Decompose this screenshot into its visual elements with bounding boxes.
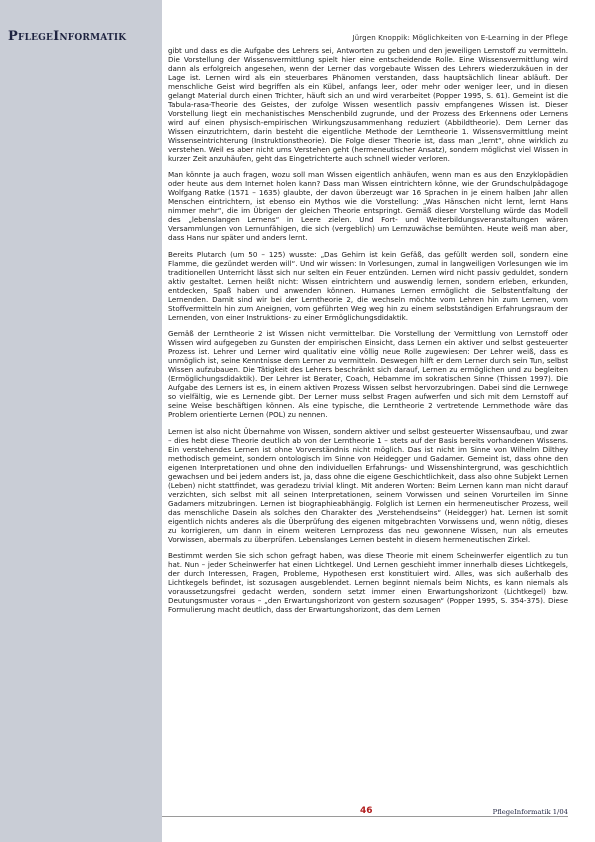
running-head: Jürgen Knoppik: Möglichkeiten von E-Learning in der Pflege <box>352 33 568 42</box>
paragraph: Bestimmt werden Sie sich schon gefragt haben, was diese Theorie mit einem Scheinwerfer eigentlich zu tun hat. Nun – jeder Scheinwerfer hat einen Lichtkegel. Und Lernen geschieht immer innerhalb dieses Lichtkegels, der durch Interessen, Fragen, Probleme, Hypothesen erst konstituiert wird. Alles, was sich außerhalb des Lichtkegels befindet, ist sozusagen ausgeblendet. Lernen beginnt niemals beim Nichts, es kann niemals als voraussetzungsfrei gedacht werden, sondern setzt immer einen Erwartungshorizont (Lichtkegel) bzw. Deutungsmuster voraus – „den Erwartungshorizont von gestern sozusagen“ (Popper 1995, S. 354-375). Diese Formulierung macht deutlich, dass der Erwartungshorizont, das dem Lernen <box>168 551 568 615</box>
journal-brand: PflegeInformatik <box>8 29 127 44</box>
paragraph: Bereits Plutarch (um 50 – 125) wusste: „Das Gehirn ist kein Gefäß, das gefüllt werden soll, sondern eine Flamme, die gezündet werden will“. Und wir wissen: In Vorlesungen, zumal in langweiligen Vorlesungen wie im traditionellen Unterricht lässt sich nur selten ein Feuer entzünden. Lernen wird nicht passiv geduldet, sondern aktiv gestaltet. Lernen heißt nicht: Wissen eintrichtern und auswendig lernen, sondern erleben, erkunden, entdecken, Spaß haben und anwenden können. Humanes Lernen ermöglicht die Selbstentfaltung der Lernenden. Damit sind wir bei der Lerntheorie 2, die wechseln möchte vom Lehren hin zum Lernen, vom Stoffvermitteln hin zum Aneignen, vom geführten Weg weg hin zu einem selbstständigen Erfahrungsraum der Lernenden, von einer Instruktions- zu einer Ermöglichungsdidaktik. <box>168 249 568 322</box>
paragraph: gibt und dass es die Aufgabe des Lehrers sei, Antworten zu geben und den jeweiligen Lernstoff zu vermitteln. Die Vorstellung der Wissensvermittlung spielt hier eine entscheidende Rolle. Eine Wissensvermittlung wird dann als erfolgreich angesehen, wenn der Lerner das vorgebaute Wissen des Lehrers wiederzukäuen in der Lage ist. Lernen wird als ein steuerbares Phänomen verstanden, dass hauptsächlich linear abläuft. Der menschliche Geist wird begriffen als ein Kübel, anfangs leer, oder mehr oder weniger leer, und in diesen gelangt Material durch einen Trichter, häuft sich an und wird verarbeitet (Popper 1995, S. 61). Gemeint ist die Tabula-rasa-Theorie des Geistes, der zufolge Wissen wesentlich passiv empfangenes Wissen ist. Dieser Vorstellung liegt ein mechanistisches Menschenbild zugrunde, und der Prozess des Erkennens oder Lernens wird auf einen physisch-empirischen Wirkungszusammenhang reduziert (Abbildtheorie). Dem Lerner das Wissen einzutrichtern, darin besteht die eigentliche Methode der Lerntheorie 1. Wissensvermittlung meint Wissenseintrichterung (Instruktionstheorie). Die Folge dieser Theorie ist, dass man „lernt“, ohne wirklich zu verstehen. Weil es aber nicht ums Verstehen geht (hermeneutischer Ansatz), sondern möglichst viel Wissen in kurzer Zeit anzuhäufen, geht das Eingetrichterte auch schnell wieder verloren. <box>168 46 568 163</box>
paragraph: Lernen ist also nicht Übernahme von Wissen, sondern aktiver und selbst gesteuerter Wissensaufbau, und zwar – dies hebt diese Theorie deutlich ab von der Lerntheorie 1 – stets auf der Basis bereits vorhandenen Wissens. Ein verstehendes Lernen ist ohne Vorverständnis nicht möglich. Das ist nicht im Sinne von Wilhelm Dilthey methodisch gemeint, sondern ontologisch im Sinne von Heidegger und Gadamer. Gemeint ist, dass ohne den eigenen Interpretationen und ohne den individuellen Erfahrungs- und Wissenshintergrund, was geschichtlich gewachsen und bei jedem anders ist, ja, dass ohne die eigene Geschichtlichkeit, dass also ohne Subjekt Lernen (Leben) nicht stattfindet, was geradezu trivial klingt. Mit anderen Worten: Beim Lernen kann man nicht darauf verzichten, sich selbst mit all seinen Interpretationen, seinem Vorwissen und seinen Vorurteilen im Sinne Gadamers mitzubringen. Lernen ist biographieabhängig. Folglich ist Lernen ein hermeneutischer Prozess, weil das menschliche Dasein als solches den Charakter des „Verstehendseins“ (Heidegger) hat. Lernen ist somit eigentlich nichts anderes als die Überprüfung des eigenen mitgebrachten Vorwissens und, wenn nötig, dieses zu korrigieren, um dann in einem weiteren Lernprozess das neu gewonnene Wissen, nun als erneutes Vorwissen, abermals zu überprüfen. Lebenslanges Lernen besteht in diesem hermeneutischen Zirkel. <box>168 426 568 544</box>
page-number: 46 <box>360 806 373 816</box>
article-body <box>168 46 568 622</box>
footer-rule <box>162 816 568 817</box>
paragraph: Gemäß der Lerntheorie 2 ist Wissen nicht vermittelbar. Die Vorstellung der Vermittlung von Lernstoff oder Wissen wird aufgegeben zu Gunsten der empirischen Einsicht, dass Lernen ein aktiver und selbst gesteuerter Prozess ist. Lehrer und Lerner wird qualitativ eine völlig neue Rolle zugewiesen: Der Lehrer weiß, dass es unmöglich ist, seine Kenntnisse dem Lerner zu vermitteln. Deswegen hilft er dem Lerner durch sein Tun, selbst Wissen aufzubauen. Die Tätigkeit des Lehrers beschränkt sich darauf, Lernen zu ermöglichen und zu begleiten (Ermöglichungsdidaktik). Der Lehrer ist Berater, Coach, Hebamme im sokratischen Sinne (Thissen 1997). Die Aufgabe des Lerners ist es, in einem aktiven Prozess Wissen selbst hervorzubringen. Dabei sind die Lernwege so vielfältig, wie es Lernende gibt. Der Lerner muss selbst Fragen aufwerfen und sich mit dem Lernstoff auf seine Weise beschäftigen können. Als eine typische, die Lerntheorie 2 vertretende Lernmethode wäre das Problem orientierte Lernen (POL) zu nennen. <box>168 329 568 420</box>
sidebar-band <box>0 0 162 842</box>
paragraph: Man könnte ja auch fragen, wozu soll man Wissen eigentlich anhäufen, wenn man es aus den Enzyklopädien oder heute aus dem Internet holen kann? Dass man Wissen eintrichtern könne, wie der Grundschulpädagoge Wolfgang Ratke (1571 – 1635) glaubte, der davon überzeugt war 16 Sprachen in je einem halben Jahr allen Menschen eintrichtern, ist ebenso ein Mythos wie die Vorstellung: „Was Hänschen nicht lernt, lernt Hans nimmer mehr“, die im Übrigen der gleichen Theorie entspringt. Gemäß dieser Vorstellung würde das Modell des „lebenslangen Lernens“ in Leere zielen. Und Fort- und Weiterbildungsveranstaltungen wären Versammlungen von Lernunfähigen, die sich (vergeblich) um Lernzuwächse bemühten. Heute weiß man aber, dass Hans nur später und anders lernt. <box>168 170 568 243</box>
issue-label: PflegeInformatik 1/04 <box>492 808 568 816</box>
